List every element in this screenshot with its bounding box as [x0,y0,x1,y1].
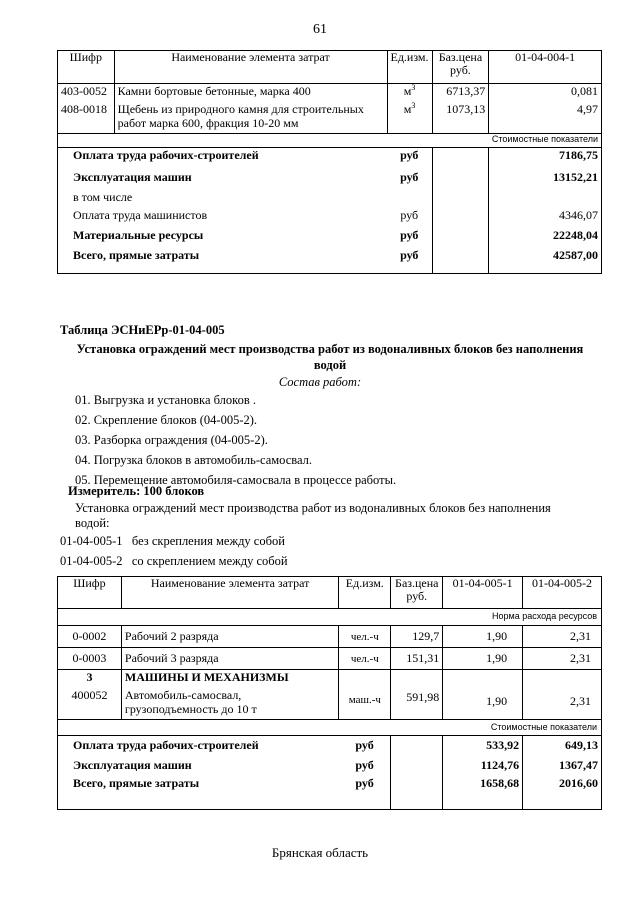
resource-table-01-04-005 [57,576,602,810]
cost-value: 22248,04 [489,228,602,248]
cost-name: Материальные ресурсы [73,227,204,242]
cost-value: 42587,00 [489,248,602,274]
group-row [58,670,602,688]
row-value-2: 2,31 [523,626,602,648]
row-code: 403-0052 [58,84,115,102]
cost-row [58,148,602,170]
cost-value-1: 533,92 [443,736,523,756]
header-code: Шифр [58,51,115,84]
row-name: Рабочий 3 разряда [121,648,338,670]
group-number: 3 [58,670,122,688]
header-price: Баз.цена руб. [432,51,489,84]
cost-row [58,170,602,190]
cost-unit: руб [387,170,432,190]
row-name: Автомобиль-самосвал, грузоподъемность до 10 т [121,688,338,720]
cost-unit: руб [387,148,432,170]
row-value: 4,97 [489,102,602,134]
cost-unit: руб [339,776,391,810]
row-price: 591,98 [391,688,443,720]
row-value-1: 1,90 [443,648,523,670]
variant-item: 01-04-005-1 без скрепления между собой [60,534,285,548]
header-norm: 01-04-004-1 [489,51,602,84]
cost-unit: руб [339,736,391,756]
cost-row [58,208,602,228]
cost-row [58,248,602,274]
table-title: Таблица ЭСНиЕРр-01-04-005 [60,323,225,337]
header-norm-1: 01-04-005-1 [443,577,523,609]
row-name: Камни бортовые бетонные, марка 400 [114,84,387,102]
row-name: Рабочий 2 разряда [121,626,338,648]
cost-name: в том числе [73,189,133,204]
resource-table-01-04-004 [57,50,602,274]
header-unit: Ед.изм. [339,577,391,609]
variants [60,531,288,571]
table-row [58,84,602,102]
list-item: 05. Перемещение автомобиля-самосвала в процессе работы. [75,473,397,487]
group-title: МАШИНЫ И МЕХАНИЗМЫ [121,670,338,688]
row-value-1: 1,90 [443,688,523,720]
row-name: Щебень из природного камня для строительных работ марка 600, фракция 10-20 мм [114,102,387,134]
cost-value-2: 2016,60 [523,776,602,810]
header-price: Баз.цена руб. [391,577,443,609]
row-code: 408-0018 [58,102,115,134]
row-price: 151,31 [391,648,443,670]
cost-name: Эксплуатация машин [73,758,192,772]
row-value: 0,081 [489,84,602,102]
section-label: Стоимостные показатели [489,134,602,148]
cost-name: Оплата труда рабочих-строителей [73,148,259,162]
row-unit: чел.-ч [339,648,391,670]
row-value-1: 1,90 [443,626,523,648]
footer-region: Брянская область [271,845,369,860]
cost-name: Оплата труда рабочих-строителей [73,738,259,753]
table-row [58,102,602,134]
cost-value-2: 1367,47 [523,756,602,776]
header-name: Наименование элемента затрат [114,51,387,84]
row-price: 1073,13 [432,102,489,134]
cost-unit: руб [387,228,432,248]
row-code: 400052 [58,688,122,720]
works-list [75,390,396,490]
table-row [58,688,602,720]
cost-value: 13152,21 [489,170,602,190]
cost-value: 7186,75 [489,148,602,170]
cost-value-1: 1658,68 [443,776,523,810]
cost-name: Оплата труда машинистов [73,207,208,222]
section-heading: Установка ограждений мест производства работ из водоналивных блоков без наполнения водой [76,342,584,372]
section-label: Стоимостные показатели [523,720,602,736]
cost-name: Всего, прямые затраты [73,247,200,262]
cost-row [58,736,602,756]
section-label: Норма расхода ресурсов [523,609,602,626]
row-value-2: 2,31 [523,648,602,670]
cost-row [58,776,602,810]
row-code: 0-0003 [58,648,122,670]
list-item: 02. Скрепление блоков (04-005-2). [75,413,258,427]
cost-value: 4346,07 [489,208,602,228]
table-row [58,648,602,670]
description: Установка ограждений мест производства работ из водоналивных блоков без наполнения водой: [75,501,551,530]
cost-row [58,228,602,248]
cost-unit: руб [387,208,432,228]
row-value-2: 2,31 [523,688,602,720]
cost-unit: руб [339,756,391,776]
page-number: 61 [313,22,327,37]
variant-item: 01-04-005-2 со скреплением между собой [60,554,288,568]
row-price: 129,7 [391,626,443,648]
cost-row [58,190,602,208]
header-name: Наименование элемента затрат [121,577,338,609]
header-norm-2: 01-04-005-2 [523,577,602,609]
cost-name: Всего, прямые затраты [73,775,200,790]
header-unit: Ед.изм. [387,51,432,84]
cost-unit: руб [387,248,432,274]
meter: Измеритель: 100 блоков [68,484,205,498]
composition-title: Состав работ: [278,375,362,389]
row-unit: $м^3$ [387,84,432,102]
row-unit: $м^3$ [387,102,432,134]
cost-value-2: 649,13 [523,736,602,756]
row-code: 0-0002 [58,626,122,648]
cost-name: Эксплуатация машин [73,169,192,184]
cost-value-1: 1124,76 [443,756,523,776]
row-price: 6713,37 [432,84,489,102]
list-item: 03. Разборка ограждения (04-005-2). [75,433,268,447]
list-item: 04. Погрузка блоков в автомобиль-самосвал. [75,453,313,467]
cost-row [58,756,602,776]
table-row [58,626,602,648]
header-code: Шифр [58,577,122,609]
row-unit: маш.-ч [339,688,391,720]
row-unit: чел.-ч [339,626,391,648]
list-item: 01. Выгрузка и установка блоков . [75,393,256,407]
